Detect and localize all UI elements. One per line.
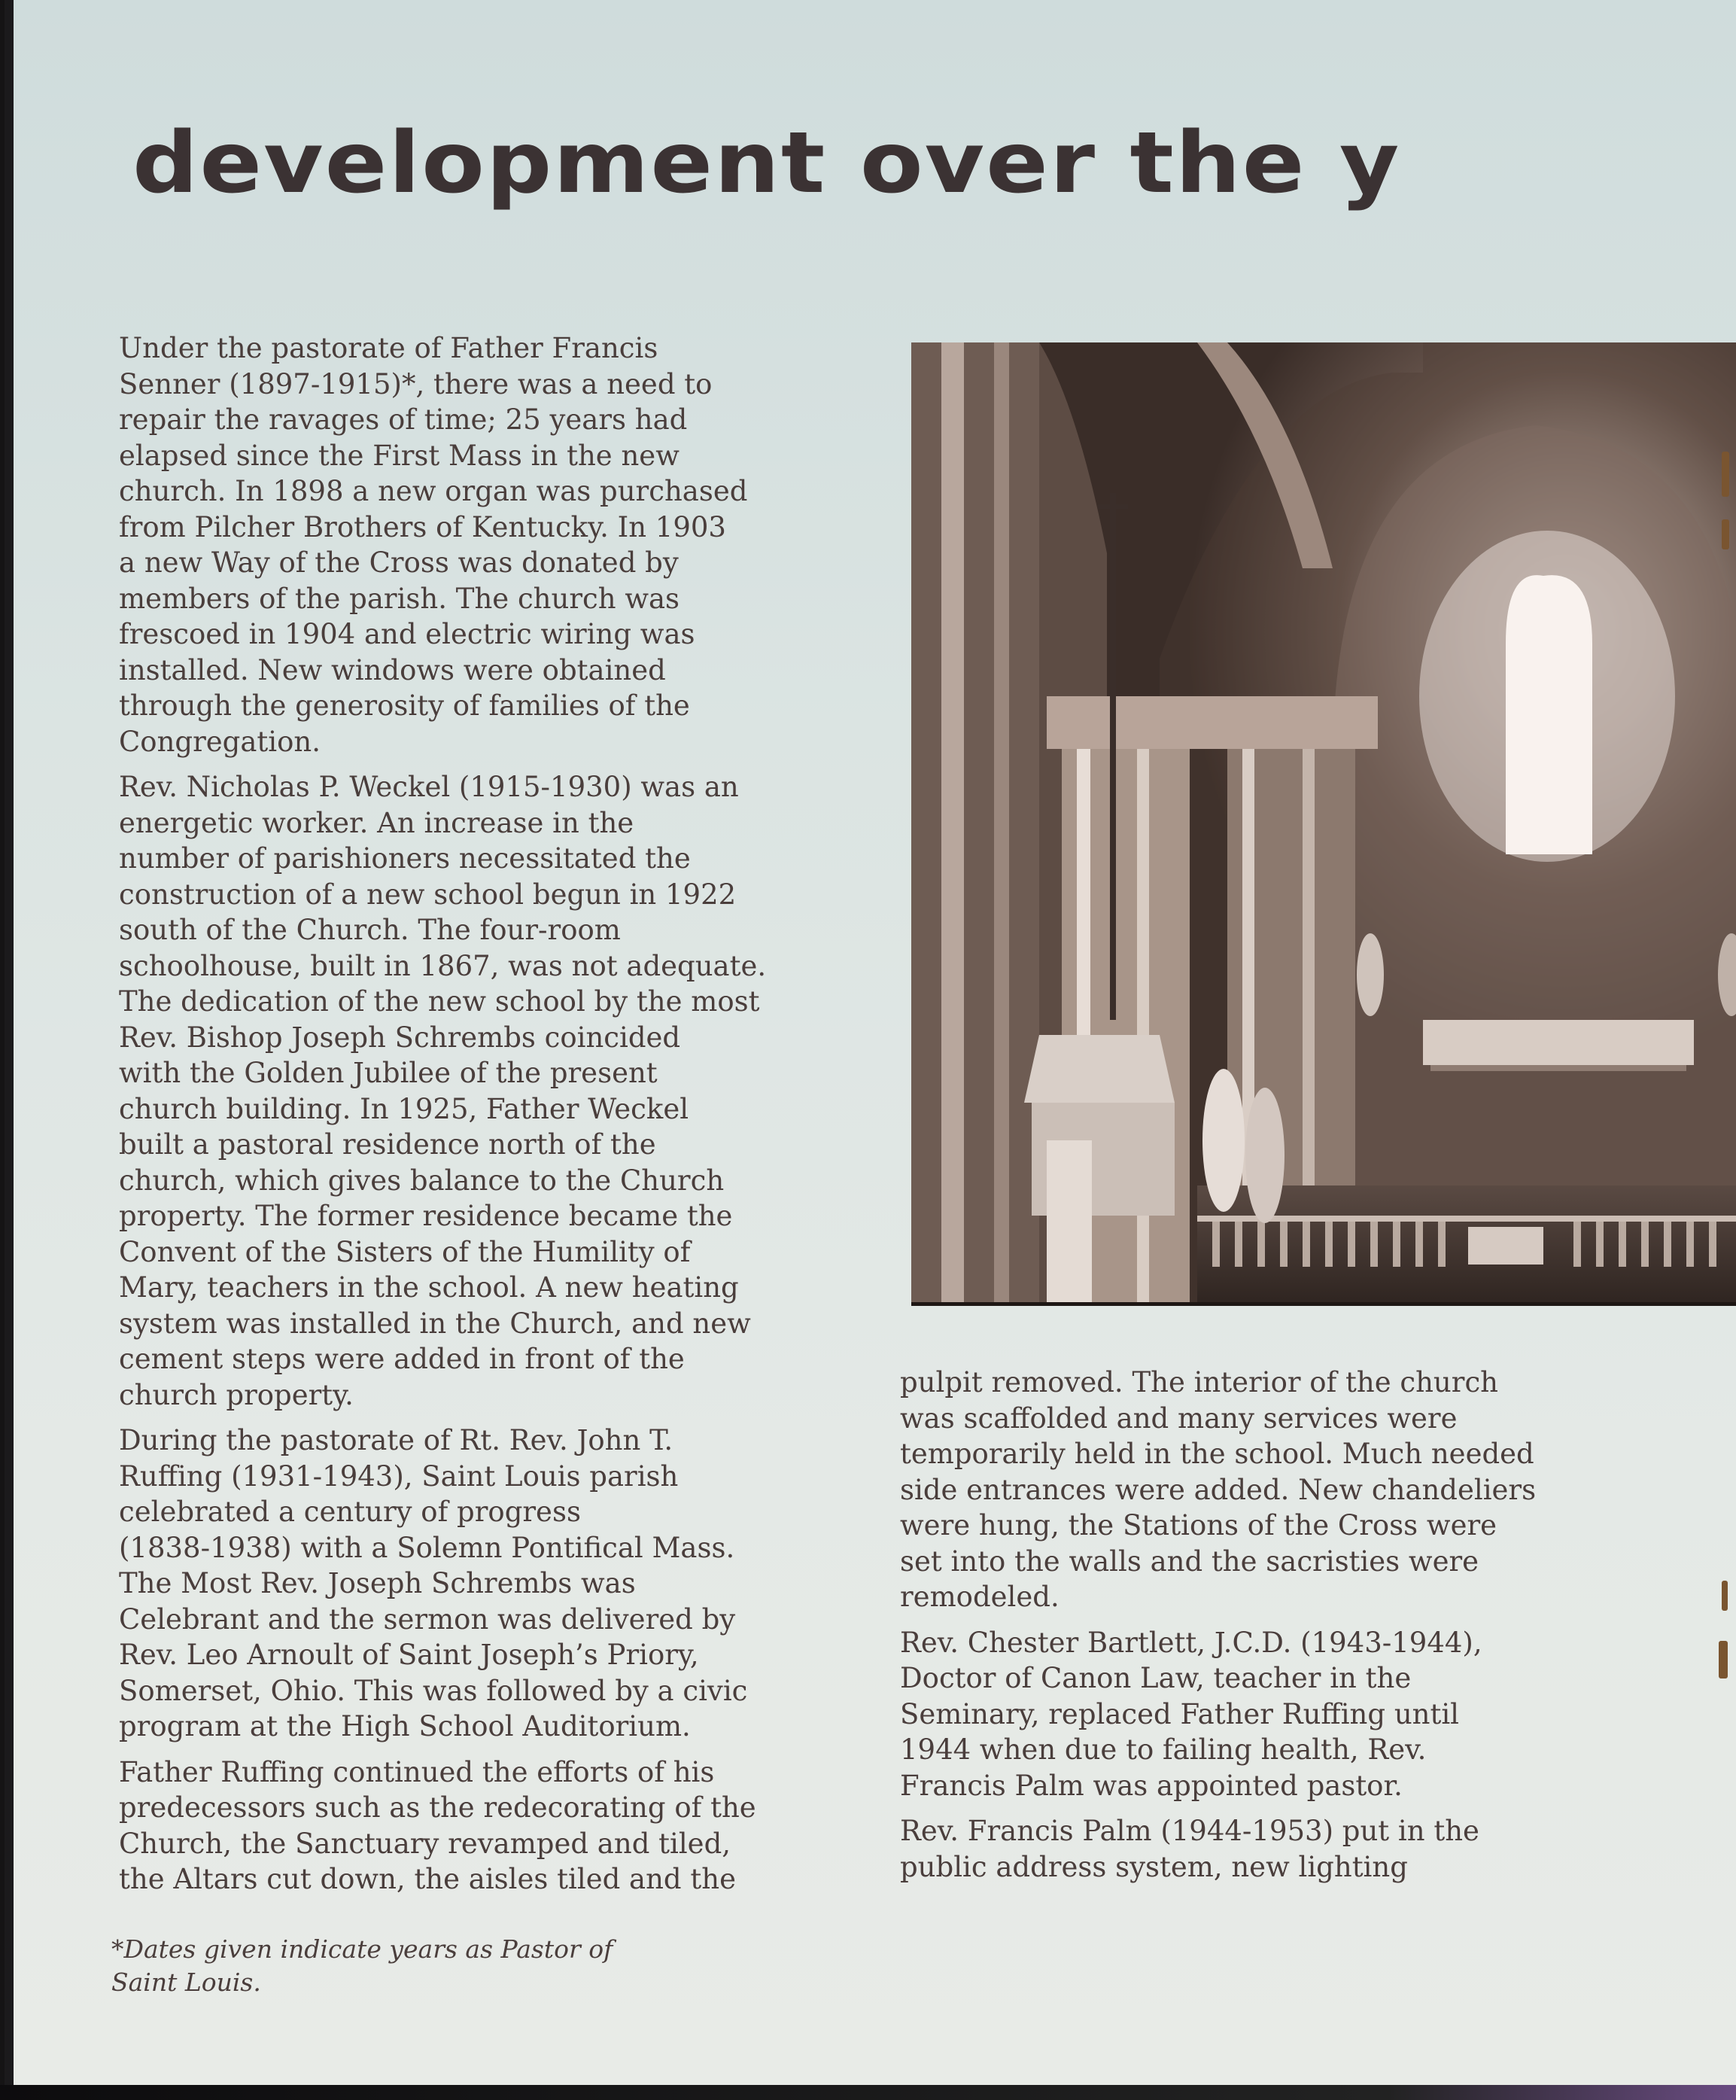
paragraph-senner: Under the pastorate of Father Francis Senner (1897-1915)*, there was a need to repair the ravages of time; 25 years had elapsed since the First Mass in the new church. In 1898 a new organ was purchased from Pilcher Brothers of Kentucky. In 1903 a new Way of the Cross was donated by members of the parish. The church was frescoed in 1904 and electric wiring was installed. New windows were obtained through the generosity of families of the Congregation. xyxy=(119,332,748,758)
church-interior-photo xyxy=(911,342,1736,1306)
left-text-column xyxy=(119,330,841,1907)
binder-ring-mark xyxy=(1722,519,1729,549)
footnote: *Dates given indicate years as Pastor of Saint Louis. xyxy=(111,1934,613,1997)
church-interior-illustration xyxy=(911,342,1736,1306)
binder-ring-mark xyxy=(1722,1581,1728,1611)
paragraph-bartlett: Rev. Chester Bartlett, J.C.D. (1943-1944), Doctor of Canon Law, teacher in the Seminary, replaced Father Ruffing until 1944 when due to failing health, Rev. Francis Palm was appointed pastor. xyxy=(900,1626,1482,1802)
paragraph-weckel: Rev. Nicholas P. Weckel (1915-1930) was an energetic worker. An increase in the number of parishioners necessitated the construction of a new school begun in 1922 south of the Church. The four-room schoolhouse, built in 1867, was not adequate. The dedication of the new school by the most Rev. Bishop Joseph Schrembs coincided with the Golden Jubilee of the present church building. In 1925, Father Weckel built a pastoral residence north of the church, which gives balance to the Church property. The former residence became the Convent of the Sisters of the Humility of Mary, teachers in the school. A new heating system was installed in the Church, and new cement steps were added in front of the church property. xyxy=(119,771,767,1411)
bottom-edge-strip xyxy=(0,2085,1736,2100)
right-text-column xyxy=(900,1365,1615,1895)
binder-ring-mark xyxy=(1719,1641,1728,1678)
paragraph-ruffing: During the pastorate of Rt. Rev. John T. Ruffing (1931-1943), Saint Louis parish celebrated a century of progress (1838-1938) with a Solemn Pontifical Mass. The Most Rev. Joseph Schrembs was Celebrant and the sermon was delivered by Rev. Leo Arnoult of Saint Joseph’s Priory, Somerset, Ohio. This was followed by a civic program at the High School Auditorium. xyxy=(119,1424,748,1742)
page-title: development over the y xyxy=(132,113,1401,212)
paragraph-palm: Rev. Francis Palm (1944-1953) put in the public address system, new lighting xyxy=(900,1815,1479,1883)
paragraph-ruffing-continued: Father Ruffing continued the efforts of his predecessors such as the redecorating of the Church, the Sanctuary revamped and tiled, the Altars cut down, the aisles tiled and the xyxy=(119,1755,756,1895)
binder-ring-mark xyxy=(1722,452,1729,497)
page-edge xyxy=(0,0,5,2100)
document-page xyxy=(14,0,1736,2085)
paragraph-ruffing-end: pulpit removed. The interior of the church was scaffolded and many services were temporarily held in the school. Much needed side entrances were added. New chandeliers were hung, the Stations of the Cross were set into the walls and the sacristies were remodeled. xyxy=(900,1366,1537,1613)
